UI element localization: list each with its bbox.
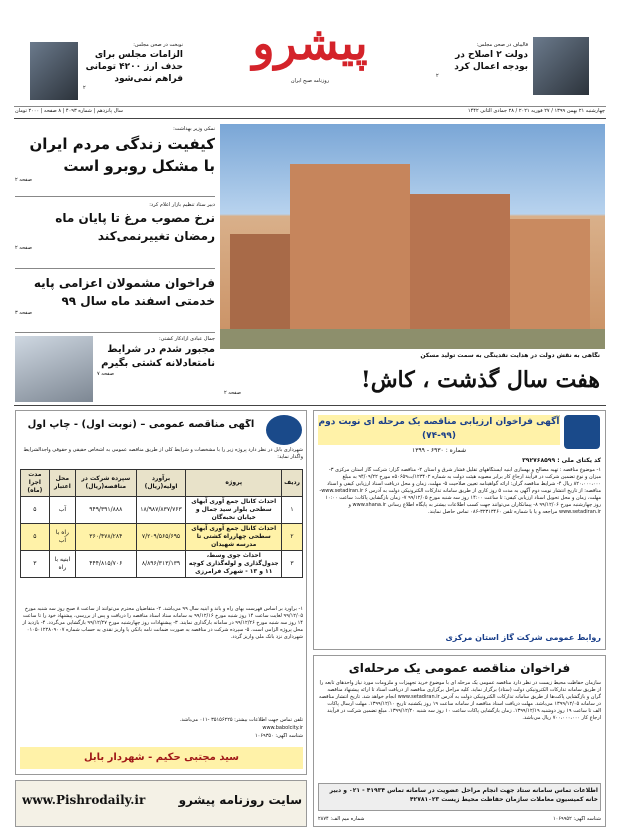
story-3[interactable] [15, 274, 215, 332]
building-shape [230, 234, 290, 334]
table-cell: ۵ [21, 497, 50, 524]
site-banner-label: سایت روزنامه پیشرو [178, 793, 302, 807]
main-page-ref: صفحه ۲ [224, 390, 241, 396]
sport-page-ref: صفحه ۷ [97, 371, 114, 377]
top-left-title[interactable]: الزامات مجلس برای حذف ارز ۴۲۰۰ تومانی فراهم نمی‌شود [85, 50, 183, 84]
ad-babol-phone: تلفن تماس جهت اطلاعات بیشتر: ۳۵۱۵۶۲۲۵ -۰۱۱ می‌باشد. [179, 717, 303, 723]
table-cell: ابنیه با راه [49, 551, 75, 578]
table-cell: ۷/۲۰۹/۵۶۵/۶۹۵ [136, 524, 186, 551]
ad-babol-signature: سید مجتبی حکیم - شهردار بابل [83, 752, 240, 763]
story-1-page-ref: صفحه ۲ [15, 177, 32, 183]
sport-kicker: جمال عبادی آزادکار کشتی: [158, 336, 215, 342]
table-cell: ۳ [21, 551, 50, 578]
table-cell: ۱ [282, 497, 303, 524]
table-cell: ۳ [282, 551, 303, 578]
ad-babol-title: آگهی مناقصه عمومی – (نوبت اول) - چاپ اول [27, 419, 255, 430]
babol-logo-icon [266, 415, 302, 445]
ad-babol-id: شناسه آگهی: ۱۰۶۹۳۵۰ [254, 733, 303, 739]
ad2-ad-num: شماره میم الف: ۲۸۷۴ [318, 816, 365, 822]
story-1-kicker: نمکی وزیر بهداشت: [173, 126, 215, 132]
top-left-kicker: نوبخت در صحن مجلس: [133, 42, 183, 48]
ad-babol-tender[interactable] [15, 410, 307, 775]
main-story[interactable] [220, 124, 605, 402]
ad2-info: اطلاعات تماس سامانه ستاد جهت انجام مراحل عضویت در سامانه تماس ۴۱۹۳۴ - ۰۲۱ و دبیر خانه کمیسیون معاملات سازمان حفاظت محیط زیست ۴۲۷۸۱۰۲۳ [329, 787, 598, 803]
site-banner-url[interactable]: www.Pishrodaily.ir [22, 793, 146, 807]
ad-gas-footer: روابط عمومی شرکت گاز استان مرکزی [445, 633, 601, 642]
table-cell: آب [49, 497, 75, 524]
gas-logo-icon [564, 415, 600, 449]
ad-babol-signature-box [20, 747, 303, 769]
story-1-title[interactable]: کیفیت زندگی مردم ایران با مشکل روبرو است [29, 135, 215, 175]
ad-gas-title-box [318, 415, 560, 445]
logo-text: پیشرو [252, 16, 368, 70]
top-left-page-ref: ۲ [83, 85, 86, 91]
ad-babol-intro: شهرداری بابل در نظر دارد پروژه زیر را با مشخصات و شرایط کلی از طریق مناقصه عمومی به اشخاص حقیقی و حقوقی واجدالشرایط واگذار نماید: [23, 447, 303, 460]
main-headline[interactable]: هفت سال گذشت ، کاش! [361, 367, 600, 393]
ad2-title: فراخوان مناقصه عمومی یک مرحله‌ای [348, 661, 571, 675]
ground-shape [220, 329, 605, 349]
ad-gas-code: کد یکتای ملی : ۳۹۲۷۶۸۵۹۹ [522, 457, 601, 464]
table-row [21, 551, 303, 578]
table-cell: ۱۸/۹۸۷/۸۳۷/۷۶۳ [136, 497, 186, 524]
story-1[interactable] [15, 126, 215, 192]
table-header-cell: مدت اجرا (ماه) [21, 470, 50, 497]
table-header-cell: برآورد اولیه(ریال) [136, 470, 186, 497]
masthead [0, 0, 620, 125]
table-row [21, 524, 303, 551]
wrestler-photo [15, 336, 93, 402]
table-cell: احداث جوی وسط، جدول‌گذاری و لوله‌گذاری کوچه ۱۱ و ۱۳ - شهرک فرامرزی [186, 551, 282, 578]
table-cell: احداث کانال جمع آوری آبهای سطحی چهارراه کشتی تا مدرسه شهیدان [186, 524, 282, 551]
top-right-kicker: قالیباف در صحن مجلس: [476, 42, 528, 48]
date-line: چهارشنبه ۲۱ بهمن ۱۳۹۹ / ۲۷ فوریه ۲۰۲۱ / ۲۸ جمادی الثانی ۱۴۴۲ [467, 108, 605, 114]
ad-gas-title: آگهی فراخوان ارزیابی مناقصه یک مرحله ای نوبت دوم (۹۹-۷۴) [318, 417, 560, 441]
sport-story[interactable] [97, 336, 215, 402]
table-cell: ۲ [282, 524, 303, 551]
left-stories-column [15, 122, 215, 402]
newspaper-logo [245, 8, 375, 98]
story-3-page-ref: صفحه ۳ [15, 310, 32, 316]
table-cell: احداث کانال جمع آوری آبهای سطحی بلوار سید جمال و خیابان نخبه‌گان [186, 497, 282, 524]
top-right-title[interactable]: دولت ۲ اصلاح در بودجه اعمال کرد [454, 50, 528, 72]
table-header-row [21, 470, 303, 497]
table-header-cell: پروژه [186, 470, 282, 497]
story-3-title[interactable]: فراخوان مشمولان اعزامی پایه خدمتی اسفند ماه سال ۹۹ [33, 276, 215, 308]
story-2-kicker: دبیر ستاد تنظیم بازار اعلام کرد: [149, 202, 215, 208]
story-2-title[interactable]: نرخ مصوب مرغ تا پایان ماه رمضان تغییرنمی‌کند [55, 211, 215, 243]
top-right-portrait [533, 37, 589, 95]
ad-babol-table [20, 469, 303, 578]
table-cell: ۳۶۰/۴۷۸/۲۸۴ [76, 524, 137, 551]
ad-gas-tender[interactable] [313, 410, 606, 650]
ad2-info-box [318, 783, 601, 811]
building-shape [510, 219, 590, 334]
table-cell: راه با آب [49, 524, 75, 551]
ad-babol-body: ۱- برآورد بر اساس فهرست بهای راه و باند و ابنیه سال ۹۹ می‌باشد. ۲- متقاضیان محترم می‌توانند از ساعت ۸ صبح روز سه شنبه مورخ ۹۹/۱۲/۰۵ لغایت ساعت ۱۴ روز شنبه مورخ ۹۹/۱۲/۱۶ به سامانه ستاد اسناد مناقصه را دریافت و پس از بررسی، پیشنهاد خود را تا ساعت ۱۴ روز سه شنبه مورخ ۹۹/۱۲/۲۶ در سامانه بارگذاری نمایند. ۳- پیشنهادات روز چهارشنبه مورخ ۹۹/۱۲/۲۷ بازگشایی می‌گردد. ۴- بازدید از محل پروژه الزامی است. ۵- سپرده شرکت در مناقصه به صورت ضمانت نامه بانکی یا واریز نقدی به حساب شماره ۰۱۰۵۰۱۲۲۸۰۹۰۰۷ شهرداری نزد بانک ملی واریز گردد. [22, 606, 303, 640]
sport-title[interactable]: مجبور شدم در شرایط نامتعادلانه کشتی بگیرم [101, 344, 215, 369]
building-shape [290, 164, 410, 334]
table-cell: ۴۴۴/۸۱۵/۷۰۶ [76, 551, 137, 578]
ad2-body: سازمان حفاظت محیط زیست در نظر دارد مناقصه عمومی یک مرحله ای با موضوع خرید تجهیزات و ملزومات مورد نیاز واحدهای تابعه را از طریق سامانه تدارکات الکترونیکی دولت (ستاد) برگزار نماید. کلیه مراحل برگزاری مناقصه از دریافت اسناد تا ارائه پیشنهاد مناقصه گران و بازگشایی پاکت‌ها از طریق سامانه تدارکات الکترونیکی دولت به آدرس www.setadiran.ir انجام خواهد شد. تاریخ انتشار مناقصه در سامانه ۱۳۹۹/۱۲/۰۵ می‌باشد. مهلت دریافت اسناد مناقصه از سامانه ساعت ۱۹ روز یکشنبه تاریخ ۱۳۹۹/۱۲/۱۰. مهلت ارسال پاکات الف تا ساعت ۱۹ روز دوشنبه ۱۳۹۹/۱۲/۱۹. زمان بازگشایی پاکات ساعت ۱۰ روز سه شنبه ۱۳۹۹/۱۲/۲۰. مبلغ تضمین شرکت در فرآیند ارجاع کار ۷۰۰،۰۰۰،۰۰۰ ریال می‌باشد. [319, 680, 601, 721]
site-banner[interactable] [15, 780, 307, 827]
building-shape [410, 194, 510, 334]
table-cell: ۹۴۹/۳۹۱/۸۸۸ [76, 497, 137, 524]
ad-second-tender[interactable] [313, 655, 606, 827]
table-header-cell: سپرده شرکت در مناقصه(ریال) [76, 470, 137, 497]
main-photo [220, 124, 605, 349]
issue-line: سال پانزدهم | شماره ۴۰۹۳ | ۸ صفحه | ۲۰۰۰ تومان [15, 108, 123, 114]
ad2-ad-id: شناسه آگهی: ۱۰۶۹۹۵۲ [552, 816, 601, 822]
table-header-cell: ردیف [282, 470, 303, 497]
main-photo-caption: نگاهی به نقش دولت در هدایت نقدینگی به سمت تولید مسکن [420, 352, 600, 359]
story-2[interactable] [15, 202, 215, 262]
logo-tagline: روزنامه صبح ایران [290, 78, 330, 84]
ad-gas-body: ۱- موضوع مناقصه : تهیه مصالح و بهسازی ابنیه ایستگاههای تقلیل فشار شرق و استان ۲- مناقصه گزار: شرکت گاز استان مرکزی ۳- میزان و نوع تضمین شرکت در فرآیند ارجاع کار برابر مصوبه هیئت دولت به شماره ۱۲۳۴۰۲/ت۵۰۶۵۹ه مورخ ۹۴/۰۹/۲۲ به مبلغ ۸۲۰،۰۰۰،۰۰۰ ریال ۴- شرایط مناقصه گران: ارائه گواهینامه تعیین صلاحیت ۵- مهلت، زمان و محل دریافت اسناد ارزیابی کیفی و اسناد مناقصه: از تاریخ انتشار نوبت دوم آگهی به مدت ۵ روز کاری از طریق سامانه تدارکات الکترونیکی دولت به آدرس www.setadiran.ir ۶- مهلت، زمان و محل تحویل اسناد ارزیابی کیفی: تا ساعت ۱۴:۰۰ روز سه شنبه مورخ ۹۹/۱۲/۰۵ ۷- زمان بازگشایی پاکات: ساعت ۱۰:۰۰ روز چهارشنبه مورخ ۹۹/۱۲/۰۶ ۸- پیمانکاران می‌توانند جهت کسب اطلاعات بیشتر به پایگاه اطلاع رسانی www.shana.ir و www.setadiran.ir مراجعه و یا با شماره تلفن ۳۲۳۱۳۴۶۰-۰۸۶ تماس حاصل نمایند. [319, 467, 601, 515]
story-2-page-ref: صفحه ۲ [15, 245, 32, 251]
ad-babol-website[interactable]: www.babolcity.ir [262, 725, 303, 731]
top-left-portrait [30, 42, 78, 100]
table-header-cell: محل اعتبار [49, 470, 75, 497]
table-cell: ۵ [21, 524, 50, 551]
table-cell: ۸/۸۹۶/۳۱۳/۱۳۹ [136, 551, 186, 578]
table-row [21, 497, 303, 524]
top-right-page-ref: ۲ [436, 73, 439, 79]
ad-gas-number: شماره : ۶۹۳۰ - ۱۳۹۹ [412, 447, 466, 454]
